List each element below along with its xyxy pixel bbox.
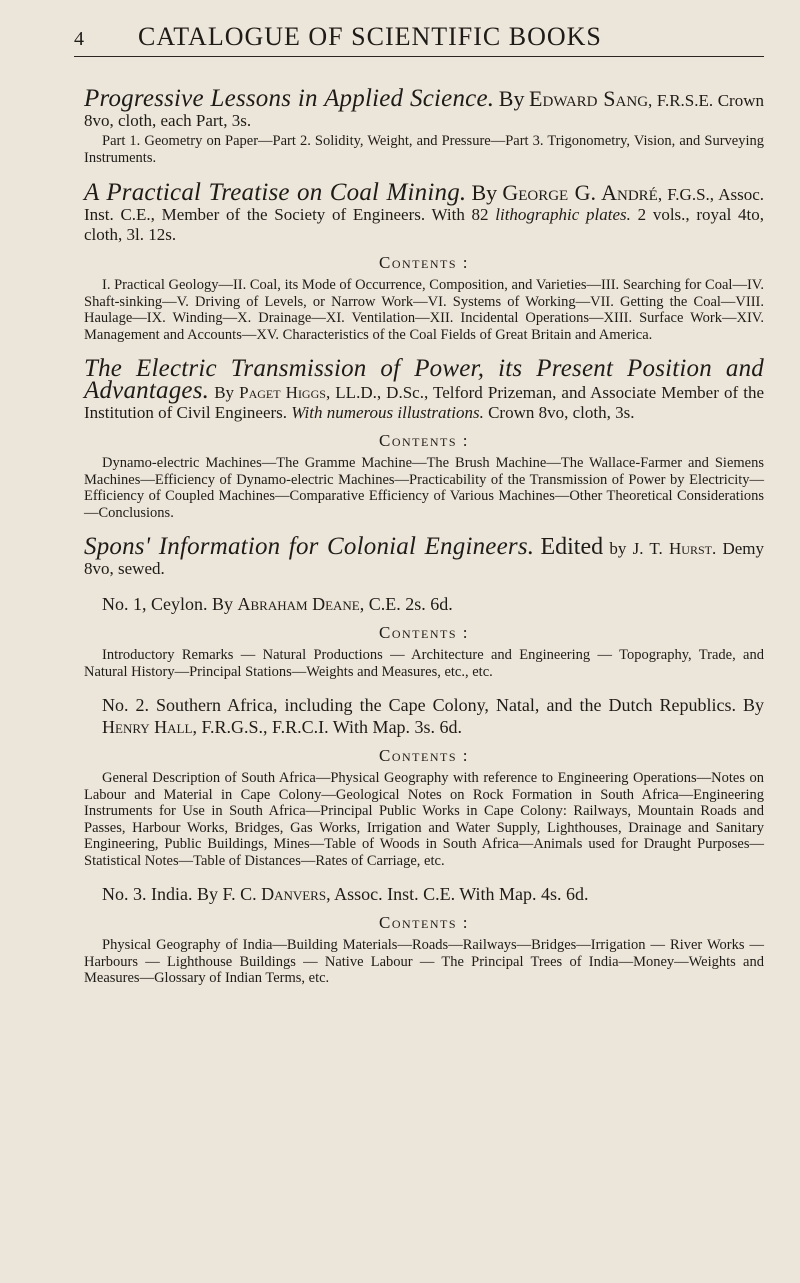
page-header (74, 22, 764, 57)
entry-heading (84, 355, 764, 423)
by-word: By (214, 383, 235, 402)
contents-body: General Description of South Africa—Physical Geography with reference to Engineering Operations—Notes on Labour and Material in Cape Colony—Geological Notes on Rock Formation in South Africa—Engineering Instruments for Use in South Africa—Principal Public Works in Cape Colony: Railways, Mountain Roads and Passes, Harbour Works, Bridges, Gas Works, Irrigation and Water Supply, Lighthouses, Drainage and Sanitary Engineering, Public Buildings, Mines—Table of Woods in South Africa—Animals used for Draught Purposes—Statistical Notes—Table of Distances—Rates of Carriage, etc. (84, 770, 764, 869)
contents-body: Introductory Remarks — Natural Productions — Architecture and Engineering — Topography, Trade, and Natural History—Principal Stations—Weights and Measures, etc., etc. (84, 647, 764, 680)
by-word: By (498, 86, 525, 111)
book-title: Progressive Lessons in Applied Science. (84, 85, 495, 112)
sub-entry-price: , Assoc. Inst. C.E. With Map. 4s. 6d. (326, 884, 589, 904)
entry-heading (84, 85, 764, 131)
contents-label: Contents : (379, 913, 469, 932)
sub-entry-author: F. C. Danvers (222, 884, 327, 904)
page-number: 4 (74, 28, 84, 50)
book-title: The Electric Transmission of Power, its Present Position and Advantages. (84, 355, 764, 404)
catalogue-entry (84, 533, 765, 987)
book-price: Crown 8vo, cloth, 3s. (483, 403, 635, 422)
book-author: Edward Sang (529, 86, 649, 111)
entry-heading (84, 533, 765, 579)
book-details: , F.G.S., Assoc. Inst. C.E., Member of the Society of Engineers. (84, 185, 765, 224)
sub-entry (84, 593, 764, 680)
book-price: 2 vols., royal 4to, cloth, 3l. 12s. (84, 205, 764, 244)
contents-label: Contents : (379, 623, 469, 642)
book-details: . Demy 8vo, sewed. (84, 539, 765, 578)
catalogue-entry (84, 85, 764, 167)
by-word: By (471, 180, 498, 205)
contents-label: Contents : (379, 431, 469, 450)
sub-entry-title: No. 1, Ceylon. By (102, 594, 238, 614)
sub-entry-heading (102, 593, 764, 615)
book-editor: J. T. Hurst (632, 539, 712, 558)
book-details: , LL.D., D.Sc., Telford Prizeman, and Associate Member of the Institution of Civil Engineers. (84, 383, 764, 422)
entry-heading (84, 179, 765, 245)
book-details-italic: lithographic plates. (495, 205, 631, 224)
sub-entry-heading (102, 883, 764, 905)
sub-contents (84, 913, 764, 987)
sub-entry (84, 883, 764, 987)
contents-body: Dynamo-electric Machines—The Gramme Machine—The Brush Machine—The Wallace-Farmer and Siemens Machines—Efficiency of Dynamo-electric Machines—Practicability of the Transmission of Power by Electricity—Efficiency of Coupled Machines—Comparative Efficiency of Various Machines—Other Theoretical Considerations—Conclusions. (84, 455, 764, 521)
book-author: Paget Higgs (239, 383, 326, 402)
book-title: A Practical Treatise on Coal Mining. (84, 179, 467, 206)
book-details: , F.R.S.E. Crown 8vo, cloth, each Part, 3s. (84, 91, 764, 130)
book-parts: Part 1. Geometry on Paper—Part 2. Solidity, Weight, and Pressure—Part 3. Trigonometry, Vision, and Surveying Instruments. (84, 133, 764, 166)
catalogue-entry (84, 179, 765, 343)
sub-entry-price: , C.E. 2s. 6d. (359, 594, 453, 614)
book-details-2: With 82 (431, 205, 496, 224)
contents-body: I. Practical Geology—II. Coal, its Mode of Occurrence, Composition, and Varieties—III. Searching for Coal—IV. Shaft-sinking—V. Driving of Levels, or Narrow Work—VI. Systems of Working—VII. Getting the Coal—VIII. Haulage—IX. Winding—X. Drainage—XI. Ventilation—XII. Incidental Operations—XIII. Surface Work—XIV. Management and Accounts—XV. Characteristics of the Coal Fields of Great Britain and America. (84, 277, 764, 343)
sub-entry-author: Abraham Deane (237, 594, 360, 614)
sub-entry-author: Henry Hall (102, 717, 193, 737)
contents-label: Contents : (379, 746, 469, 765)
book-title: Spons' Information for Colonial Engineers. (84, 533, 535, 560)
edited-word: Edited (540, 534, 604, 560)
sub-entry-price: , F.R.G.S., F.R.C.I. With Map. 3s. 6d. (192, 717, 463, 737)
sub-entry (84, 694, 764, 869)
contents-body: Physical Geography of India—Building Materials—Roads—Railways—Bridges—Irrigation — River Works — Harbours — Lighthouse Buildings — Native Labour — The Principal Trees of India—Money—Weights and Measures—Glossary of Indian Terms, etc. (84, 937, 764, 986)
sub-entry-title: No. 2. Southern Africa, including the Cape Colony, Natal, and the Dutch Republics. By (102, 695, 764, 715)
running-head: CATALOGUE OF SCIENTIFIC BOOKS (138, 22, 602, 51)
sub-entry-heading (102, 694, 764, 738)
book-details-italic: With numerous illustrations. (291, 403, 484, 422)
sub-entry-title: No. 3. India. By (102, 884, 223, 904)
sub-contents (84, 623, 764, 680)
by-word: by (609, 539, 627, 558)
contents-label: Contents : (379, 253, 469, 272)
catalogue-entry (84, 355, 764, 521)
sub-contents (84, 746, 764, 869)
book-author: George G. André (502, 180, 658, 205)
